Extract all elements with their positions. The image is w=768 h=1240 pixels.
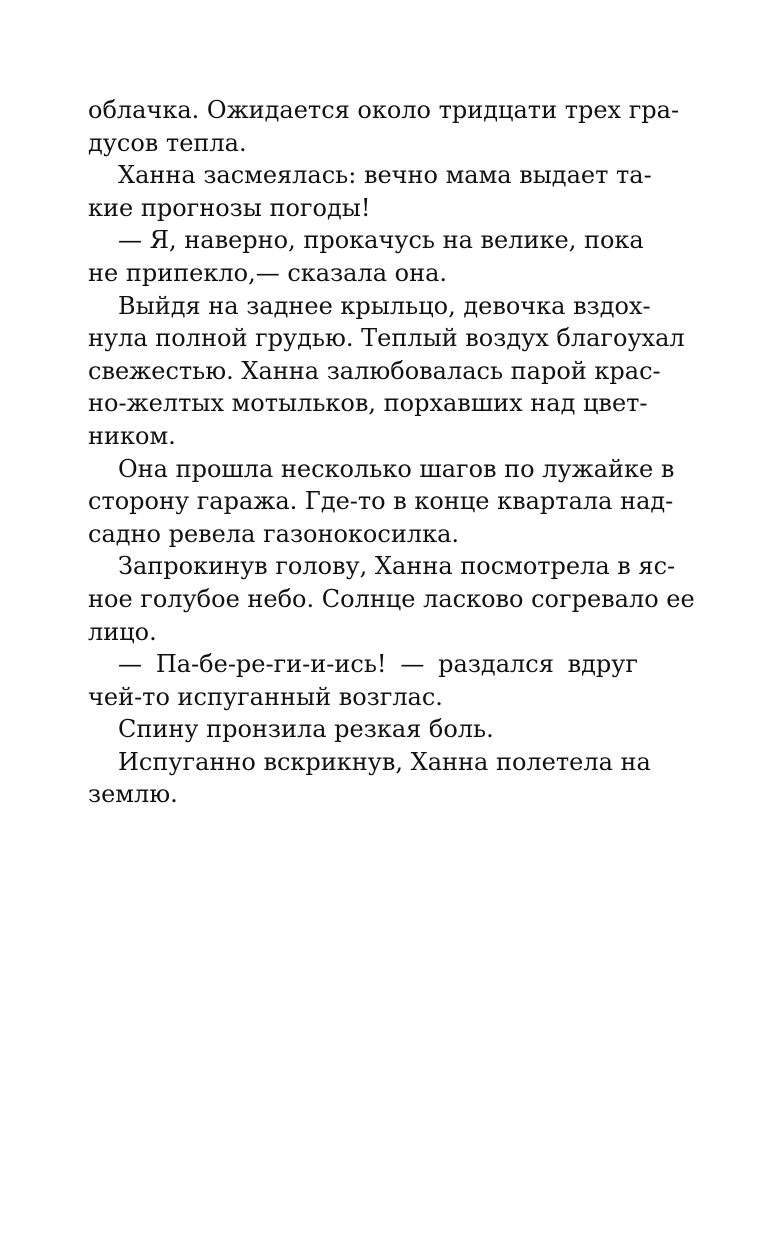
text-line: лицо.	[88, 617, 157, 646]
text-line: ником.	[88, 421, 176, 450]
text-line: но-желтых мотыльков, порхавших над цвет-	[88, 389, 648, 418]
text-line: облачка. Ожидается около тридцати трех гра-	[88, 96, 680, 124]
text-line: Она прошла несколько шагов по лужайке в	[118, 454, 675, 483]
text-line: нула полной грудью. Теплый воздух благоухал	[88, 324, 685, 353]
text-line: Выйдя на заднее крыльцо, девочка вздох-	[118, 291, 651, 320]
text-line: Запрокинув голову, Ханна посмотрела в яс-	[118, 552, 676, 581]
text-line: кие прогнозы погоды!	[88, 193, 371, 222]
text-line: свежестью. Ханна залюбовалась парой крас-	[88, 356, 661, 385]
text-line: — Па-бе-ре-ги-и-ись! — раздался вдруг	[118, 650, 638, 679]
text-line: сторону гаража. Где-то в конце квартала над-	[88, 487, 674, 516]
text-line: Ханна засмеялась: вечно мама выдает та-	[118, 161, 652, 190]
text-line: Испуганно вскрикнув, Ханна полетела на	[118, 747, 651, 776]
text-line: дусов тепла.	[88, 128, 247, 157]
text-line: не припекло,— сказала она.	[88, 258, 448, 287]
text-line: чей-то испуганный возглас.	[88, 682, 443, 711]
text-line: — Я, наверно, прокачусь на велике, пока	[118, 226, 644, 255]
text-line: садно ревела газонокосилка.	[88, 519, 460, 548]
text-line: ное голубое небо. Солнце ласково согревало ее	[88, 584, 695, 613]
book-page-text	[88, 94, 695, 811]
text-line: Спину пронзила резкая боль.	[118, 715, 494, 744]
text-line: землю.	[88, 780, 178, 809]
